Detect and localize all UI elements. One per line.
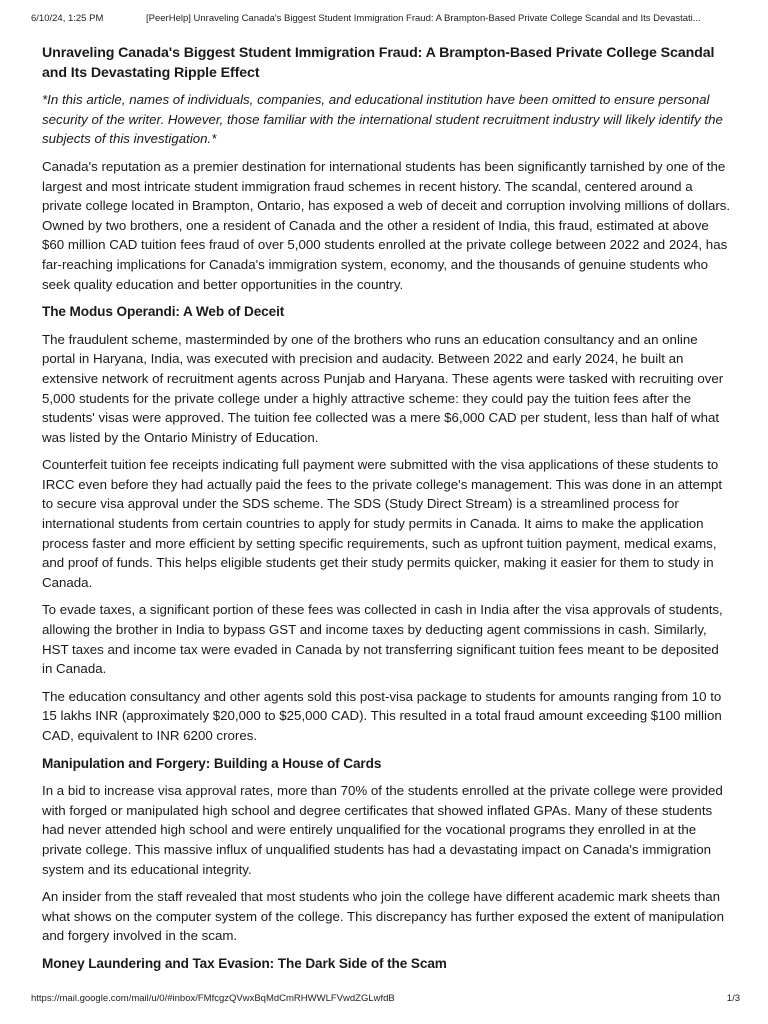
page-number: 1/3: [726, 993, 740, 1004]
paragraph: In a bid to increase visa approval rates, more than 70% of the students enrolled at the private college were provided with forged or manipulated high school and degree certificates that showed inflated GPAs. Many of these students had never attended high school and were entirely unqualified for the vocational programs they enrolled in at the private college. This massive influx of unqualified students has had a devastating impact on Canada's immigration system and its educational integrity.: [42, 783, 723, 877]
article-title: Unraveling Canada's Biggest Student Immigration Fraud: A Brampton-Based Private College Scandal and Its Devastating Ripple Effect: [42, 45, 715, 81]
article-disclaimer: *In this article, names of individuals, companies, and educational institution have been omitted to ensure personal security of the writer. However, those familiar with the international student recruitment industry will likely identify the subjects of this investigation.*: [42, 92, 723, 147]
section-heading-manipulation-forgery: Manipulation and Forgery: Building a House of Cards: [42, 755, 382, 771]
print-header: [31, 13, 748, 24]
section-heading-money-laundering: Money Laundering and Tax Evasion: The Dark Side of the Scam: [42, 955, 447, 971]
section-heading-modus-operandi: The Modus Operandi: A Web of Deceit: [42, 304, 285, 320]
article-intro-paragraph: Canada's reputation as a premier destination for international students has been significantly tarnished by one of the largest and most intricate student immigration fraud schemes in recent history. The scandal, centered around a private college located in Brampton, Ontario, has exposed a web of deceit and corruption involving millions of dollars. Owned by two brothers, one a resident of Canada and the other a resident of India, this fraud, estimated at above $60 million CAD tuition fees fraud of over 5,000 students enrolled at the private college between 2022 and 2024, has far-reaching implications for Canada's immigration system, economy, and the thousands of genuine students who seek quality education and better opportunities in the country.: [42, 158, 731, 292]
paragraph: The fraudulent scheme, masterminded by one of the brothers who runs an education consultancy and an online portal in Haryana, India, was executed with precision and audacity. Between 2022 and early 2024, he built an extensive network of recruitment agents across Punjab and Haryana. These agents were tasked with recruiting over 5,000 students for the private college under a highly attractive scheme: they could pay the tuition fees after the students' visas were approved. The tuition fee collected was a mere $6,000 CAD per student, less than half of what was listed by the Ontario Ministry of Education.: [42, 331, 724, 445]
paragraph: An insider from the staff revealed that most students who join the college have different academic mark sheets than what shows on the computer system of the college. This discrepancy has further exposed the extent of manipulation and forgery involved in the scam.: [42, 889, 724, 944]
print-url: https://mail.google.com/mail/u/0/#inbox/FMfcgzQVwxBqMdCmRHWWLFVwdZGLwfdB: [31, 993, 395, 1004]
print-page-title: [PeerHelp] Unraveling Canada's Biggest Student Immigration Fraud: A Brampton-Based Private College Scandal and Its Devastati...: [146, 13, 701, 24]
article: [42, 44, 732, 982]
print-timestamp: 6/10/24, 1:25 PM: [31, 13, 104, 24]
paragraph: The education consultancy and other agents sold this post-visa package to students for amounts ranging from 10 to 15 lakhs INR (approximately $20,000 to $25,000 CAD). This resulted in a total fraud amount exceeding $100 million CAD, equivalent to INR 6200 crores.: [42, 688, 722, 743]
paragraph: To evade taxes, a significant portion of these fees was collected in cash in India after the visa approvals of students, allowing the brother in India to bypass GST and income taxes by deducting agent commissions in cash. Similarly, HST taxes and income tax were evaded in Canada by not transferring significant tuition fees meant to be deposited in Canada.: [42, 602, 723, 677]
print-footer: [31, 993, 740, 1004]
paragraph: Counterfeit tuition fee receipts indicating full payment were submitted with the visa applications of these students to IRCC even before they had actually paid the fees to the private college's management. This was done in an attempt to secure visa approval under the SDS scheme. The SDS (Study Direct Stream) is a streamlined process for international students from certain countries to apply for study permits in Canada. It aims to make the application process faster and more efficient by setting specific requirements, such as upfront tuition payment, medical exams, and proof of funds. This helps eligible students get their study permits quicker, making it easier for them to study in Canada.: [42, 457, 723, 590]
